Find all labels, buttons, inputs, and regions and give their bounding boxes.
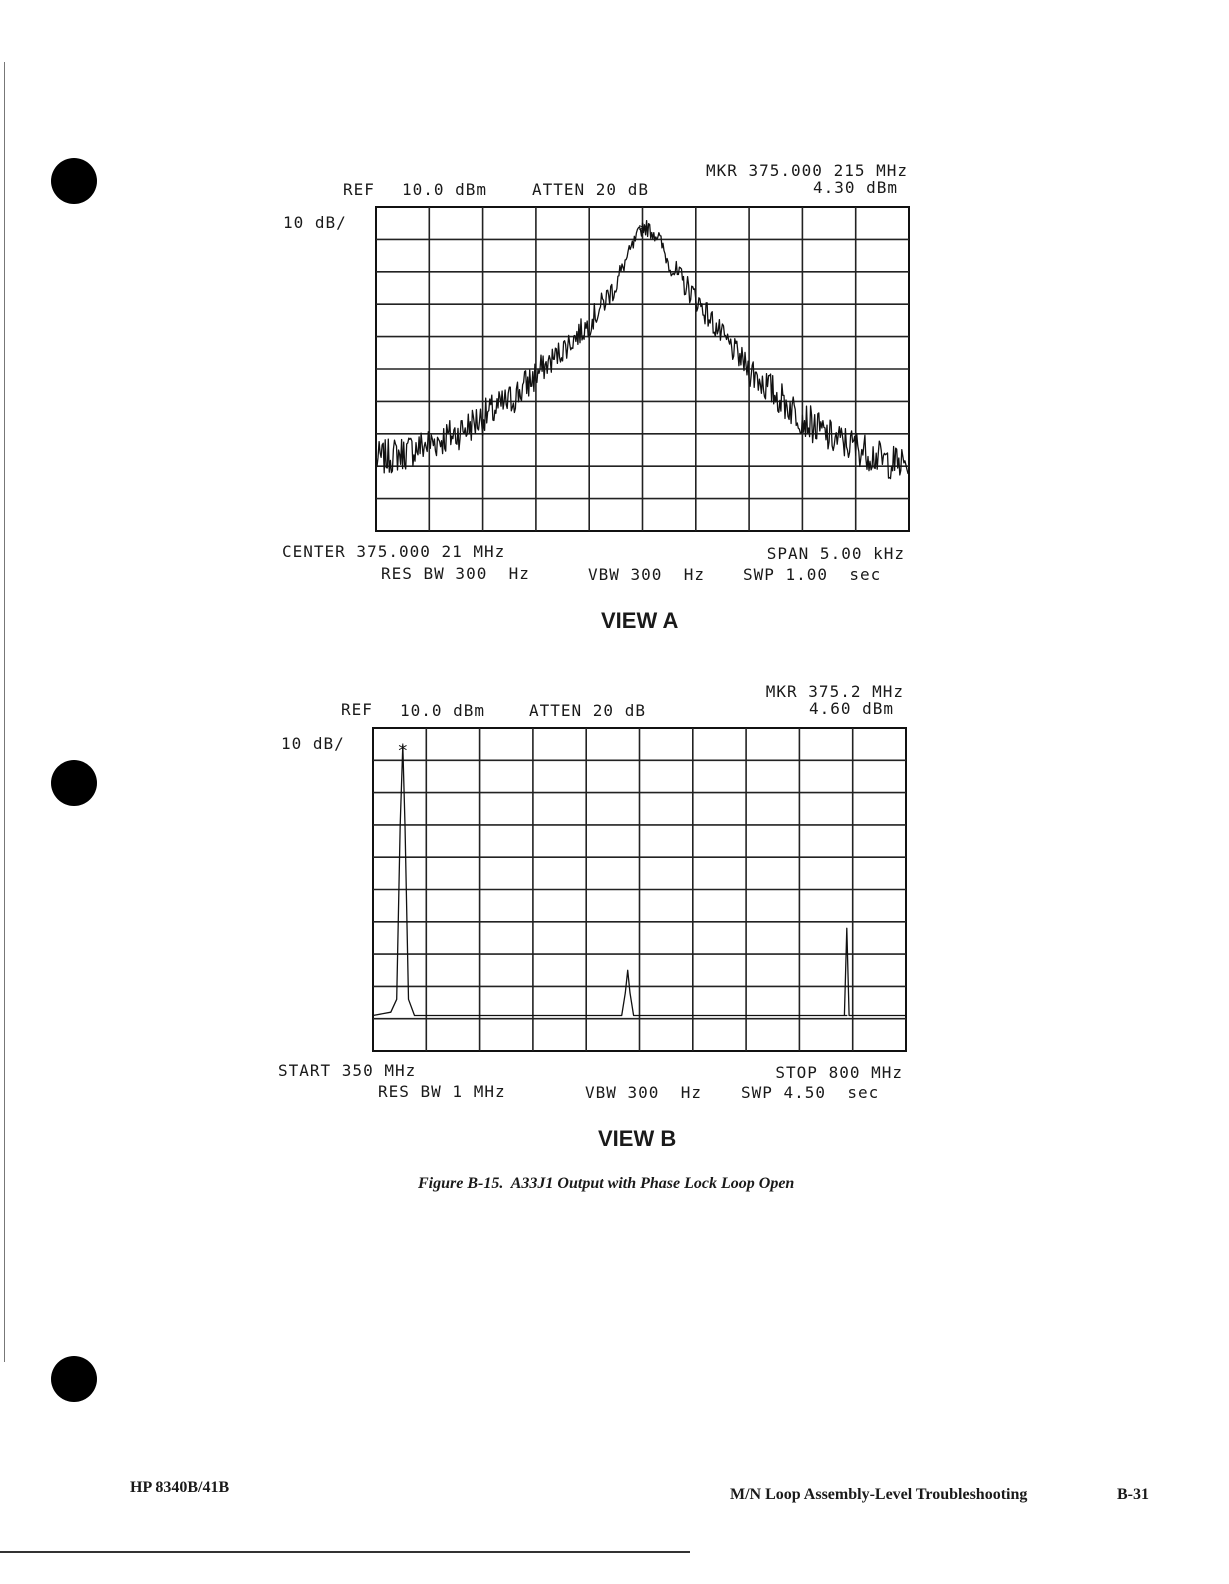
view-a-ref-label: REF bbox=[343, 180, 375, 199]
view-b-start: START 350 MHz bbox=[278, 1061, 417, 1080]
view-a-marker-level: 4.30 dBm bbox=[812, 178, 898, 197]
view-b-stop: STOP 800 MHz bbox=[775, 1063, 903, 1082]
binder-hole-top bbox=[51, 158, 97, 204]
view-a-ref-value: 10.0 dBm bbox=[402, 180, 488, 199]
footer-model: HP 8340B/41B bbox=[130, 1479, 230, 1496]
binder-hole-middle bbox=[51, 760, 97, 806]
footer-page-number: B-31 bbox=[1117, 1486, 1149, 1503]
binder-hole-bottom bbox=[51, 1356, 97, 1402]
view-b-ref-label: REF bbox=[341, 700, 373, 719]
view-a-span: SPAN 5.00 kHz bbox=[766, 544, 905, 563]
view-b-vbw: VBW 300 Hz bbox=[585, 1083, 702, 1102]
footer-section: M/N Loop Assembly-Level Troubleshooting bbox=[730, 1486, 1028, 1503]
marker-symbol: * bbox=[397, 740, 409, 762]
view-a-spectrum-plot bbox=[376, 207, 909, 531]
view-a-title: VIEW A bbox=[601, 608, 679, 633]
view-b-scale: 10 dB/ bbox=[281, 734, 345, 753]
view-b-marker-level: 4.60 dBm bbox=[808, 699, 894, 718]
left-margin-line bbox=[4, 62, 5, 1362]
view-a-atten: ATTEN 20 dB bbox=[532, 180, 649, 199]
view-b-marker-freq: MKR 375.2 MHz bbox=[765, 682, 904, 701]
view-a-vbw: VBW 300 Hz bbox=[588, 565, 705, 584]
bottom-rule bbox=[0, 1551, 690, 1553]
view-a-res-bw: RES BW 300 Hz bbox=[381, 564, 530, 583]
figure-caption: Figure B-15. A33J1 Output with Phase Lock Loop Open bbox=[418, 1175, 795, 1192]
view-b-res-bw: RES BW 1 MHz bbox=[378, 1082, 506, 1101]
view-b-spectrum-plot bbox=[373, 728, 906, 1051]
view-b-ref-value: 10.0 dBm bbox=[400, 701, 486, 720]
view-b-atten: ATTEN 20 dB bbox=[529, 701, 646, 720]
view-a-center: CENTER 375.000 21 MHz bbox=[282, 542, 506, 561]
view-a-swp: SWP 1.00 sec bbox=[743, 565, 882, 584]
marker-symbol: * bbox=[637, 220, 649, 242]
view-a-marker-freq: MKR 375.000 215 MHz bbox=[705, 161, 908, 180]
view-b-swp: SWP 4.50 sec bbox=[741, 1083, 880, 1102]
view-b-title: VIEW B bbox=[598, 1126, 677, 1151]
view-a-scale: 10 dB/ bbox=[283, 213, 347, 232]
